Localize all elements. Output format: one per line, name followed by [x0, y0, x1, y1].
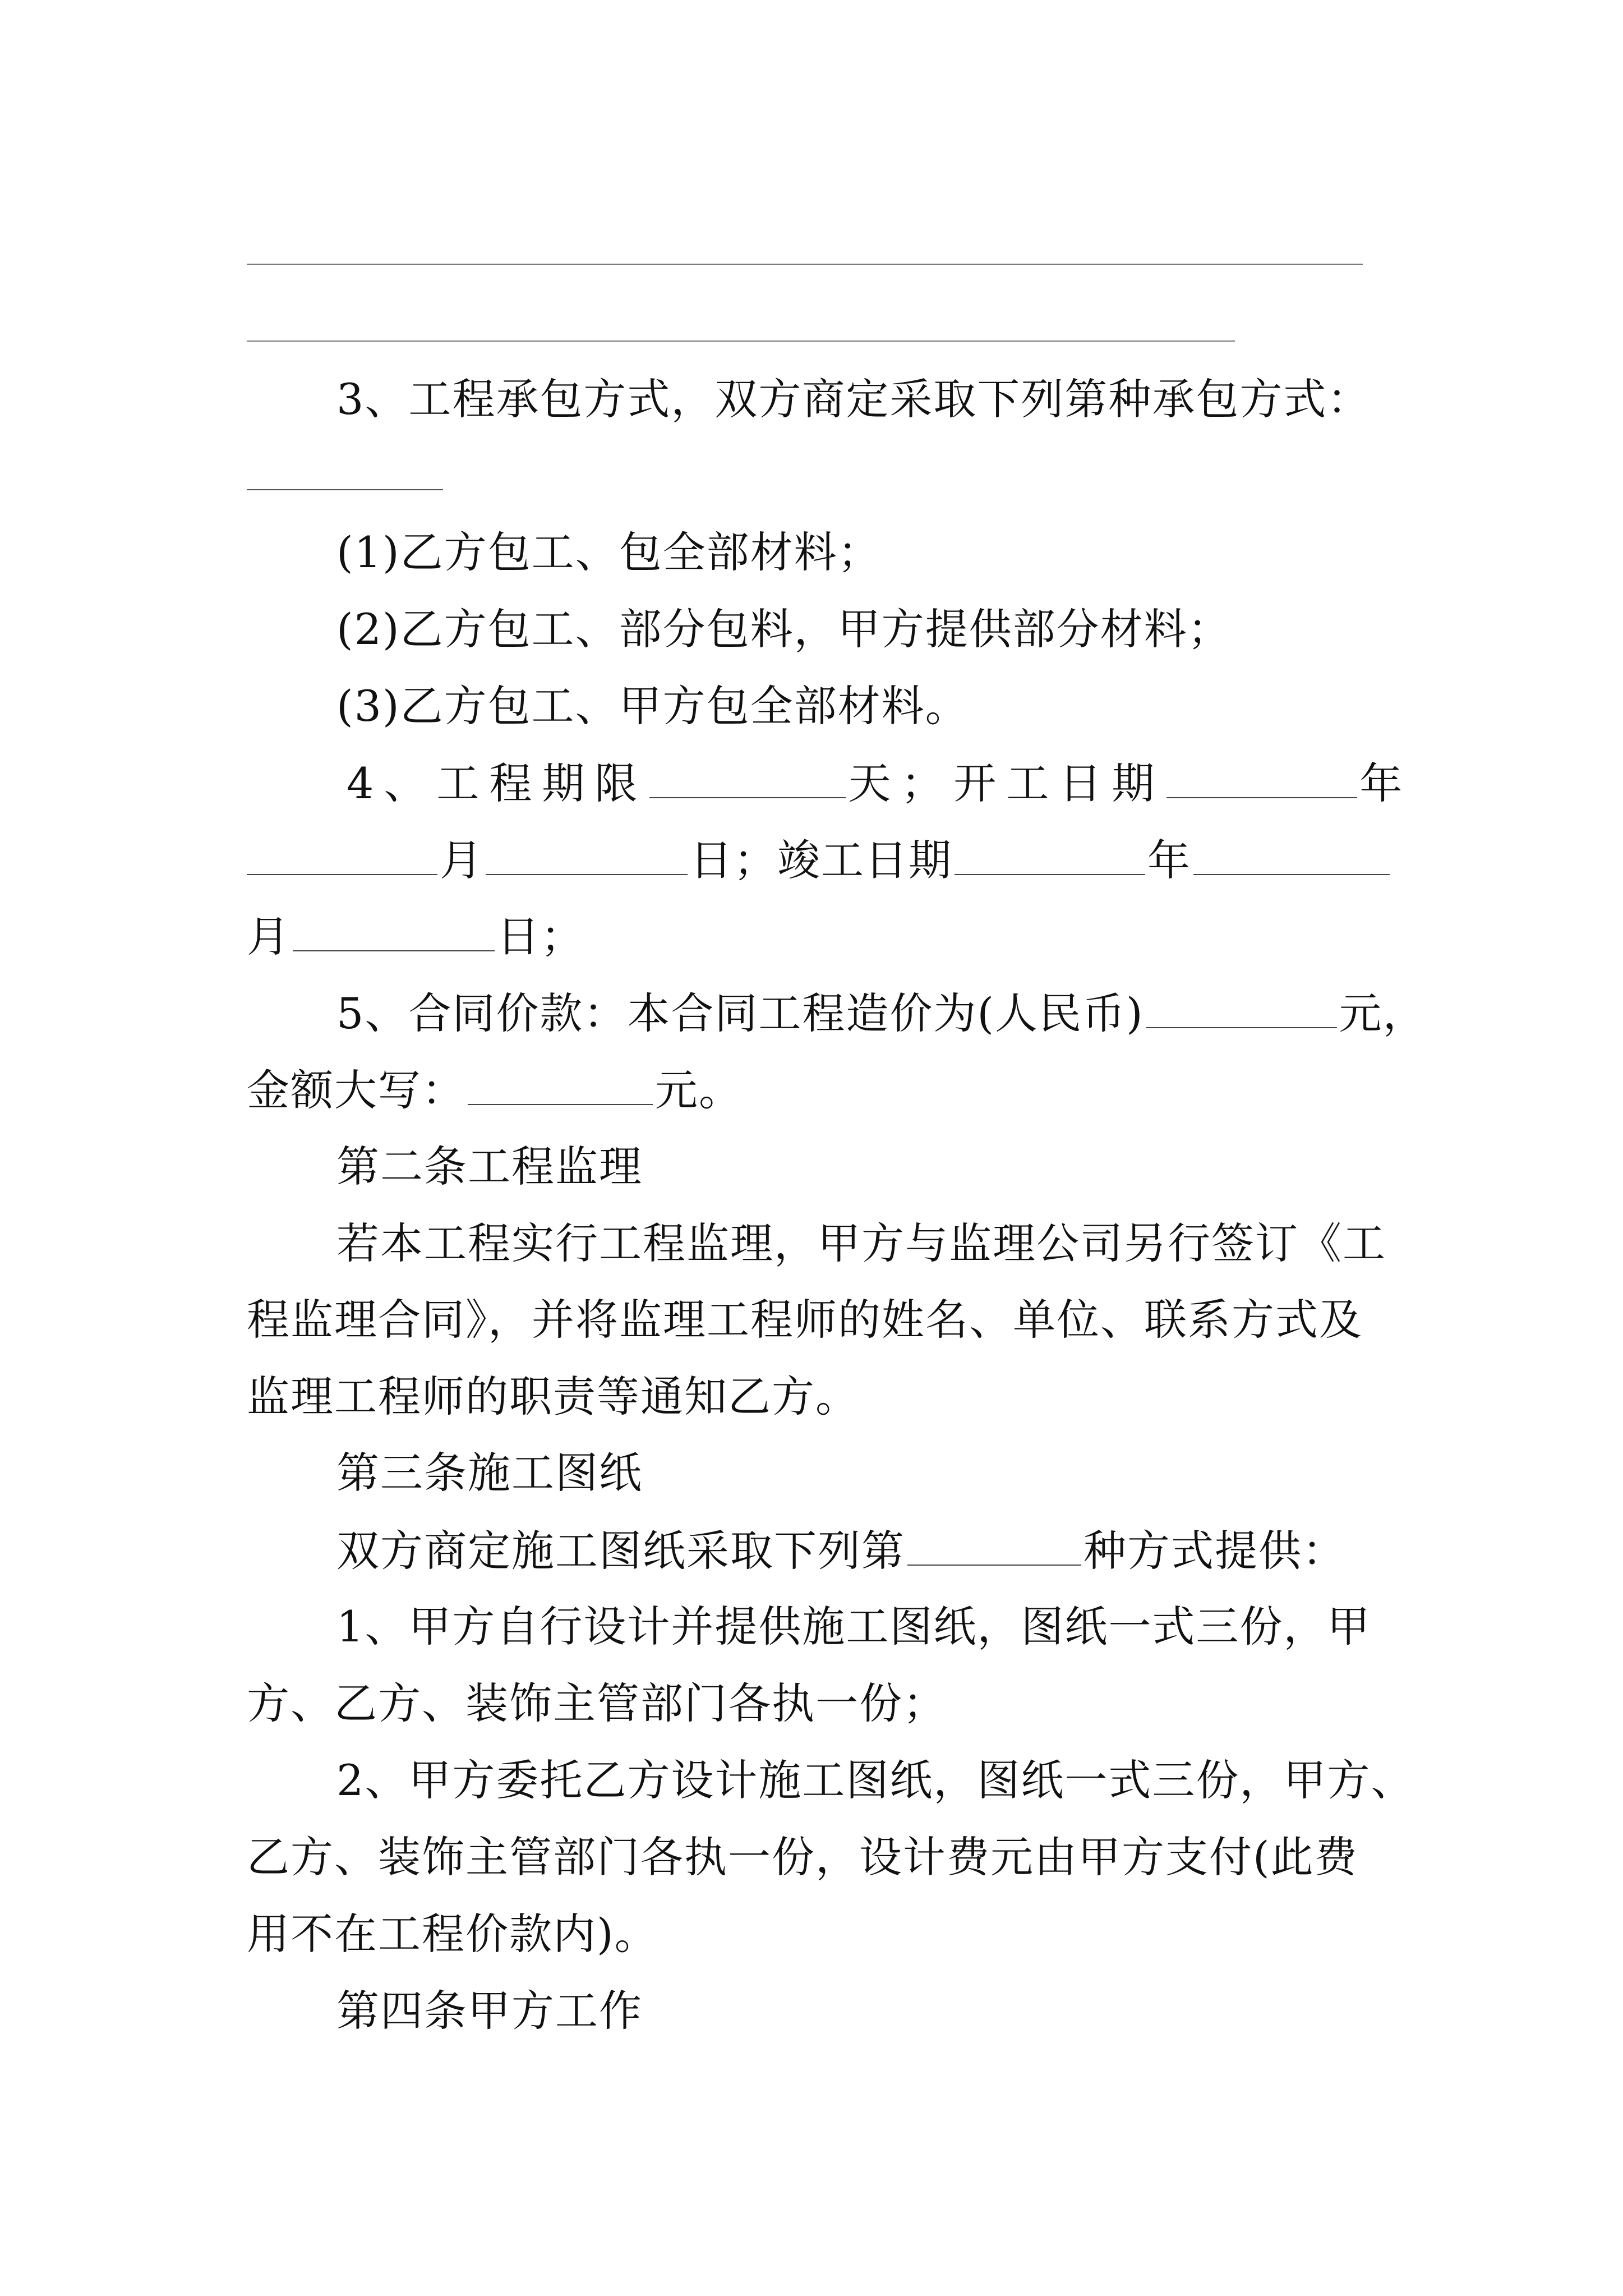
clause-5-yuan-label: 元，: [1339, 988, 1427, 1038]
clause-5-line-1: [336, 984, 1427, 1041]
article-4-title: 第四条甲方工作: [336, 1986, 643, 2036]
article-2-para-line-1: [336, 1216, 1386, 1272]
article-3-para-line-2: [336, 1599, 1371, 1655]
article-3-title: 第三条施工图纸: [336, 1448, 643, 1498]
article-2-text-2: 程监理合同》，并将监理工程师的姓名、单位、联系方式及: [247, 1295, 1363, 1345]
clause-4-month-label: 月: [440, 835, 483, 885]
drawing-method-blank: [907, 1522, 1081, 1566]
clause-4-finish-year-label: 年: [1147, 835, 1191, 885]
article-3-text-2: 1、甲方自行设计并提供施工图纸，图纸一式三份，甲: [336, 1602, 1371, 1651]
option-2-text: (2)乙方包工、部分包料，甲方提供部分材料；: [336, 604, 1232, 654]
fill-in-rule-2: [247, 341, 1235, 342]
article-3-para-line-4: [336, 1752, 1414, 1809]
finish-day-blank: [293, 908, 495, 951]
clause-4-finish-month-label: 月: [247, 912, 291, 961]
article-3-text-1: 双方商定施工图纸采取下列第: [336, 1526, 905, 1576]
article-3-text-3: 方、乙方、装饰主管部门各执一份；: [247, 1678, 947, 1728]
price-amount-blank: [1146, 984, 1337, 1028]
start-month-blank: [247, 831, 437, 875]
clause-4-line-3: [247, 908, 584, 964]
clause-4-finish-day-label: 日；: [497, 912, 584, 961]
option-1-text: (1)乙方包工、包全部材料；: [336, 527, 882, 577]
clause-5-price-label: 5、合同价款：本合同工程造价为(人民币): [336, 988, 1144, 1038]
clause-3-blank: [247, 489, 443, 490]
finish-month-blank: [1193, 831, 1390, 875]
article-2-title: 第二条工程监理: [336, 1142, 643, 1191]
clause-4-term-label: 4、工程期限: [347, 758, 648, 808]
article-3-text-4: 2、甲方委托乙方设计施工图纸，图纸一式三份，甲方、: [336, 1755, 1415, 1805]
article-2-text-1: 若本工程实行工程监理，甲方与监理公司另行签订《工: [336, 1218, 1386, 1268]
article-3-heading: [336, 1445, 643, 1501]
clause-4-year-label: 年: [1359, 758, 1413, 808]
clause-3-line: [336, 371, 1371, 427]
clause-5-words-label: 金额大写：: [247, 1065, 465, 1115]
article-4-heading: [336, 1983, 643, 2039]
option-1-line: [336, 524, 882, 581]
finish-year-blank: [955, 831, 1145, 875]
start-day-blank: [486, 831, 688, 875]
price-words-blank: [468, 1061, 653, 1105]
article-3-text-1b: 种方式提供：: [1083, 1526, 1346, 1576]
clause-4-finish-label: 日；竣工日期: [690, 835, 952, 885]
article-2-para-line-3: [247, 1369, 859, 1425]
clause-5-words-yuan: 元。: [655, 1065, 743, 1115]
option-2-line: [336, 601, 1232, 657]
article-3-para-line-5: [247, 1829, 1358, 1885]
clause-4-line-1: [347, 754, 1412, 811]
article-2-para-line-2: [247, 1292, 1363, 1348]
clause-5-line-2: [247, 1061, 743, 1117]
article-2-heading: [336, 1139, 643, 1195]
clause-3-text: 3、工程承包方式，双方商定采取下列第种承包方式：: [336, 374, 1371, 424]
article-3-text-5: 乙方、装饰主管部门各执一份，设计费元由甲方支付(此费: [247, 1832, 1358, 1882]
article-3-para-line-6: [247, 1906, 658, 1962]
option-3-text: (3)乙方包工、甲方包全部材料。: [336, 681, 969, 731]
clause-4-start-label: 天；开工日期: [848, 758, 1165, 808]
term-days-blank: [649, 754, 846, 798]
article-3-para-line-1: [336, 1522, 1346, 1578]
article-3-text-6: 用不在工程价款内)。: [247, 1909, 658, 1959]
clause-4-line-2: [247, 831, 1392, 887]
option-3-line: [336, 678, 969, 734]
start-year-blank: [1166, 754, 1357, 798]
fill-in-rule-1: [247, 264, 1363, 265]
article-3-para-line-3: [247, 1676, 947, 1732]
article-2-text-3: 监理工程师的职责等通知乙方。: [247, 1372, 859, 1421]
